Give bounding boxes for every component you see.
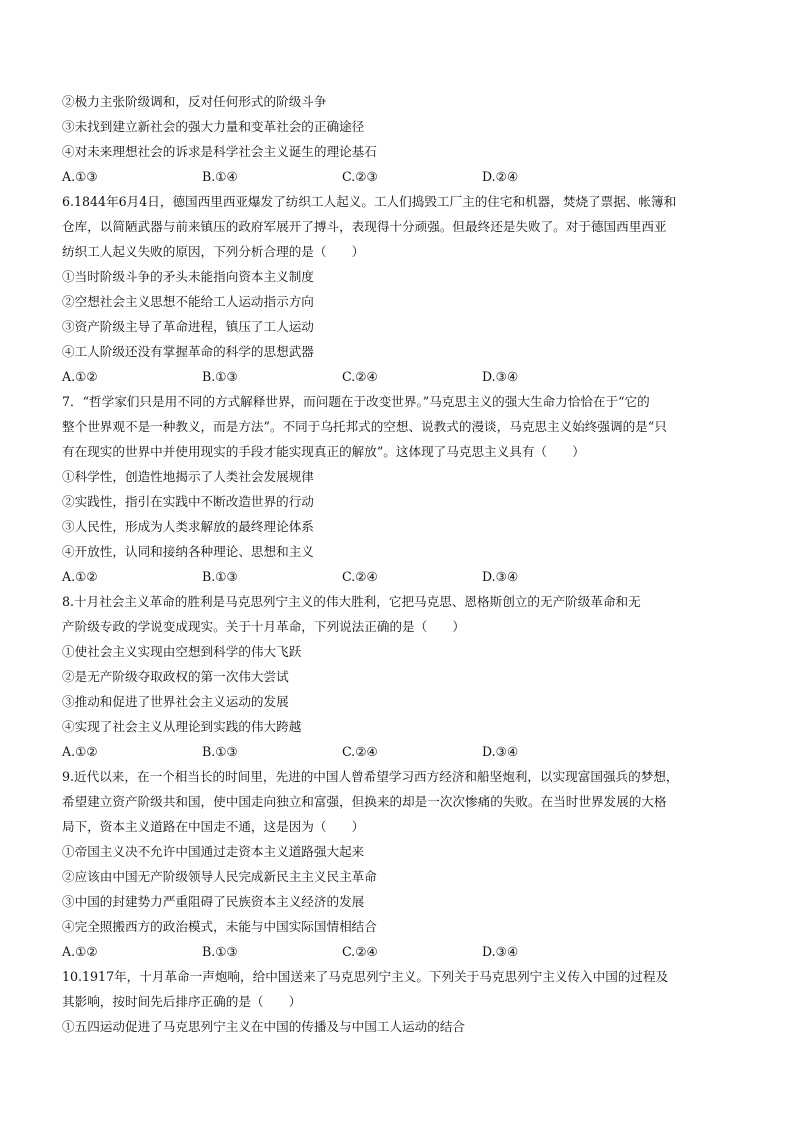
question-stem: 局下，资本主义道路在中国走不通，这是因为（ ） bbox=[62, 819, 365, 834]
option-item: ④对未来理想社会的诉求是科学社会主义诞生的理论基石 bbox=[62, 144, 377, 159]
question-5-tail bbox=[62, 89, 742, 189]
option-item: ②是无产阶级夺取政权的第一次伟大尝试 bbox=[62, 669, 289, 684]
option-item: ①科学性，创造性地揭示了人类社会发展规律 bbox=[62, 469, 314, 484]
choice-d: D.③④ bbox=[482, 744, 519, 759]
answer-choices bbox=[62, 164, 742, 189]
option-item: ④工人阶级还没有掌握革命的科学的思想武器 bbox=[62, 344, 314, 359]
option-item: ③未找到建立新社会的强大力量和变革社会的正确途径 bbox=[62, 119, 365, 134]
answer-choices bbox=[62, 564, 742, 589]
option-item: ②空想社会主义思想不能给工人运动指示方向 bbox=[62, 294, 314, 309]
question-stem: 7．“哲学家们只是用不同的方式解释世界，而问题在于改变世界。”马克思主义的强大生命力恰恰在于“它的 bbox=[62, 394, 650, 409]
question-stem: 其影响，按时间先后排序正确的是（ ） bbox=[62, 994, 302, 1009]
choice-a: A.①③ bbox=[62, 169, 98, 184]
choice-d: D.②④ bbox=[482, 169, 519, 184]
question-stem: 10.1917年，十月革命一声炮响，给中国送来了马克思列宁主义。下列关于马克思列宁主义传入中国的过程及 bbox=[62, 969, 669, 984]
option-item: ④完全照搬西方的政治模式，未能与中国实际国情相结合 bbox=[62, 919, 377, 934]
answer-choices bbox=[62, 739, 742, 764]
choice-a: A.①② bbox=[62, 369, 98, 384]
question-stem: 仓库，以简陋武器与前来镇压的政府军展开了搏斗，表现得十分顽强。但最终还是失败了。对于德国西里西亚 bbox=[62, 219, 667, 234]
choice-c: C.②④ bbox=[342, 369, 378, 384]
option-item: ④开放性，认同和接纳各种理论、思想和主义 bbox=[62, 544, 314, 559]
choice-d: D.③④ bbox=[482, 369, 519, 384]
question-8 bbox=[62, 589, 742, 764]
choice-a: A.①② bbox=[62, 569, 98, 584]
choice-a: A.①② bbox=[62, 944, 98, 959]
question-10 bbox=[62, 964, 742, 1039]
question-stem: 整个世界观不是一种教义，而是方法”。不同于乌托邦式的空想、说教式的漫谈，马克思主义始终强调的是“只 bbox=[62, 419, 667, 434]
option-item: ①使社会主义实现由空想到科学的伟大飞跃 bbox=[62, 644, 302, 659]
option-item: ①帝国主义决不允许中国通过走资本主义道路强大起来 bbox=[62, 844, 365, 859]
exam-page bbox=[62, 89, 742, 1039]
choice-c: C.②③ bbox=[342, 169, 378, 184]
question-9 bbox=[62, 764, 742, 964]
question-stem: 8.十月社会主义革命的胜利是马克思列宁主义的伟大胜利，它把马克思、恩格斯创立的无产阶级革命和无 bbox=[62, 594, 641, 609]
choice-d: D.③④ bbox=[482, 944, 519, 959]
choice-d: D.③④ bbox=[482, 569, 519, 584]
option-item: ③资产阶级主导了革命进程，镇压了工人运动 bbox=[62, 319, 314, 334]
answer-choices bbox=[62, 939, 742, 964]
question-6 bbox=[62, 189, 742, 389]
question-stem: 希望建立资产阶级共和国，使中国走向独立和富强，但换来的却是一次次惨痛的失败。在当时世界发展的大格 bbox=[62, 794, 667, 809]
choice-c: C.②④ bbox=[342, 569, 378, 584]
option-item: ③人民性，形成为人类求解放的最终理论体系 bbox=[62, 519, 314, 534]
question-stem: 有在现实的世界中并使用现实的手段才能实现真正的解放”。这体现了马克思主义具有（ ） bbox=[62, 444, 585, 459]
option-item: ④实现了社会主义从理论到实践的伟大跨越 bbox=[62, 719, 302, 734]
question-stem: 9.近代以来，在一个相当长的时间里，先进的中国人曾希望学习西方经济和船坚炮利，以实现富国强兵的梦想， bbox=[62, 769, 679, 784]
choice-b: B.①③ bbox=[202, 569, 238, 584]
option-item: ②实践性，指引在实践中不断改造世界的行动 bbox=[62, 494, 314, 509]
option-item: ②应该由中国无产阶级领导人民完成新民主主义民主革命 bbox=[62, 869, 377, 884]
option-item: ①五四运动促进了马克思列宁主义在中国的传播及与中国工人运动的结合 bbox=[62, 1019, 465, 1034]
choice-b: B.①④ bbox=[202, 169, 238, 184]
option-item: ①当时阶级斗争的矛头未能指向资本主义制度 bbox=[62, 269, 314, 284]
choice-b: B.①③ bbox=[202, 744, 238, 759]
choice-c: C.②④ bbox=[342, 944, 378, 959]
choice-a: A.①② bbox=[62, 744, 98, 759]
choice-b: B.①③ bbox=[202, 369, 238, 384]
question-stem: 6.1844年6月4日，德国西里西亚爆发了纺织工人起义。工人们捣毁工厂主的住宅和机器，焚烧了票据、帐簿和 bbox=[62, 194, 677, 209]
question-7 bbox=[62, 389, 742, 589]
question-stem: 纺织工人起义失败的原因，下列分析合理的是（ ） bbox=[62, 244, 365, 259]
option-item: ③推动和促进了世界社会主义运动的发展 bbox=[62, 694, 289, 709]
option-item: ②极力主张阶级调和，反对任何形式的阶级斗争 bbox=[62, 94, 327, 109]
choice-b: B.①③ bbox=[202, 944, 238, 959]
question-stem: 产阶级专政的学说变成现实。关于十月革命，下列说法正确的是（ ） bbox=[62, 619, 465, 634]
choice-c: C.②④ bbox=[342, 744, 378, 759]
option-item: ③中国的封建势力严重阻碍了民族资本主义经济的发展 bbox=[62, 894, 365, 909]
answer-choices bbox=[62, 364, 742, 389]
